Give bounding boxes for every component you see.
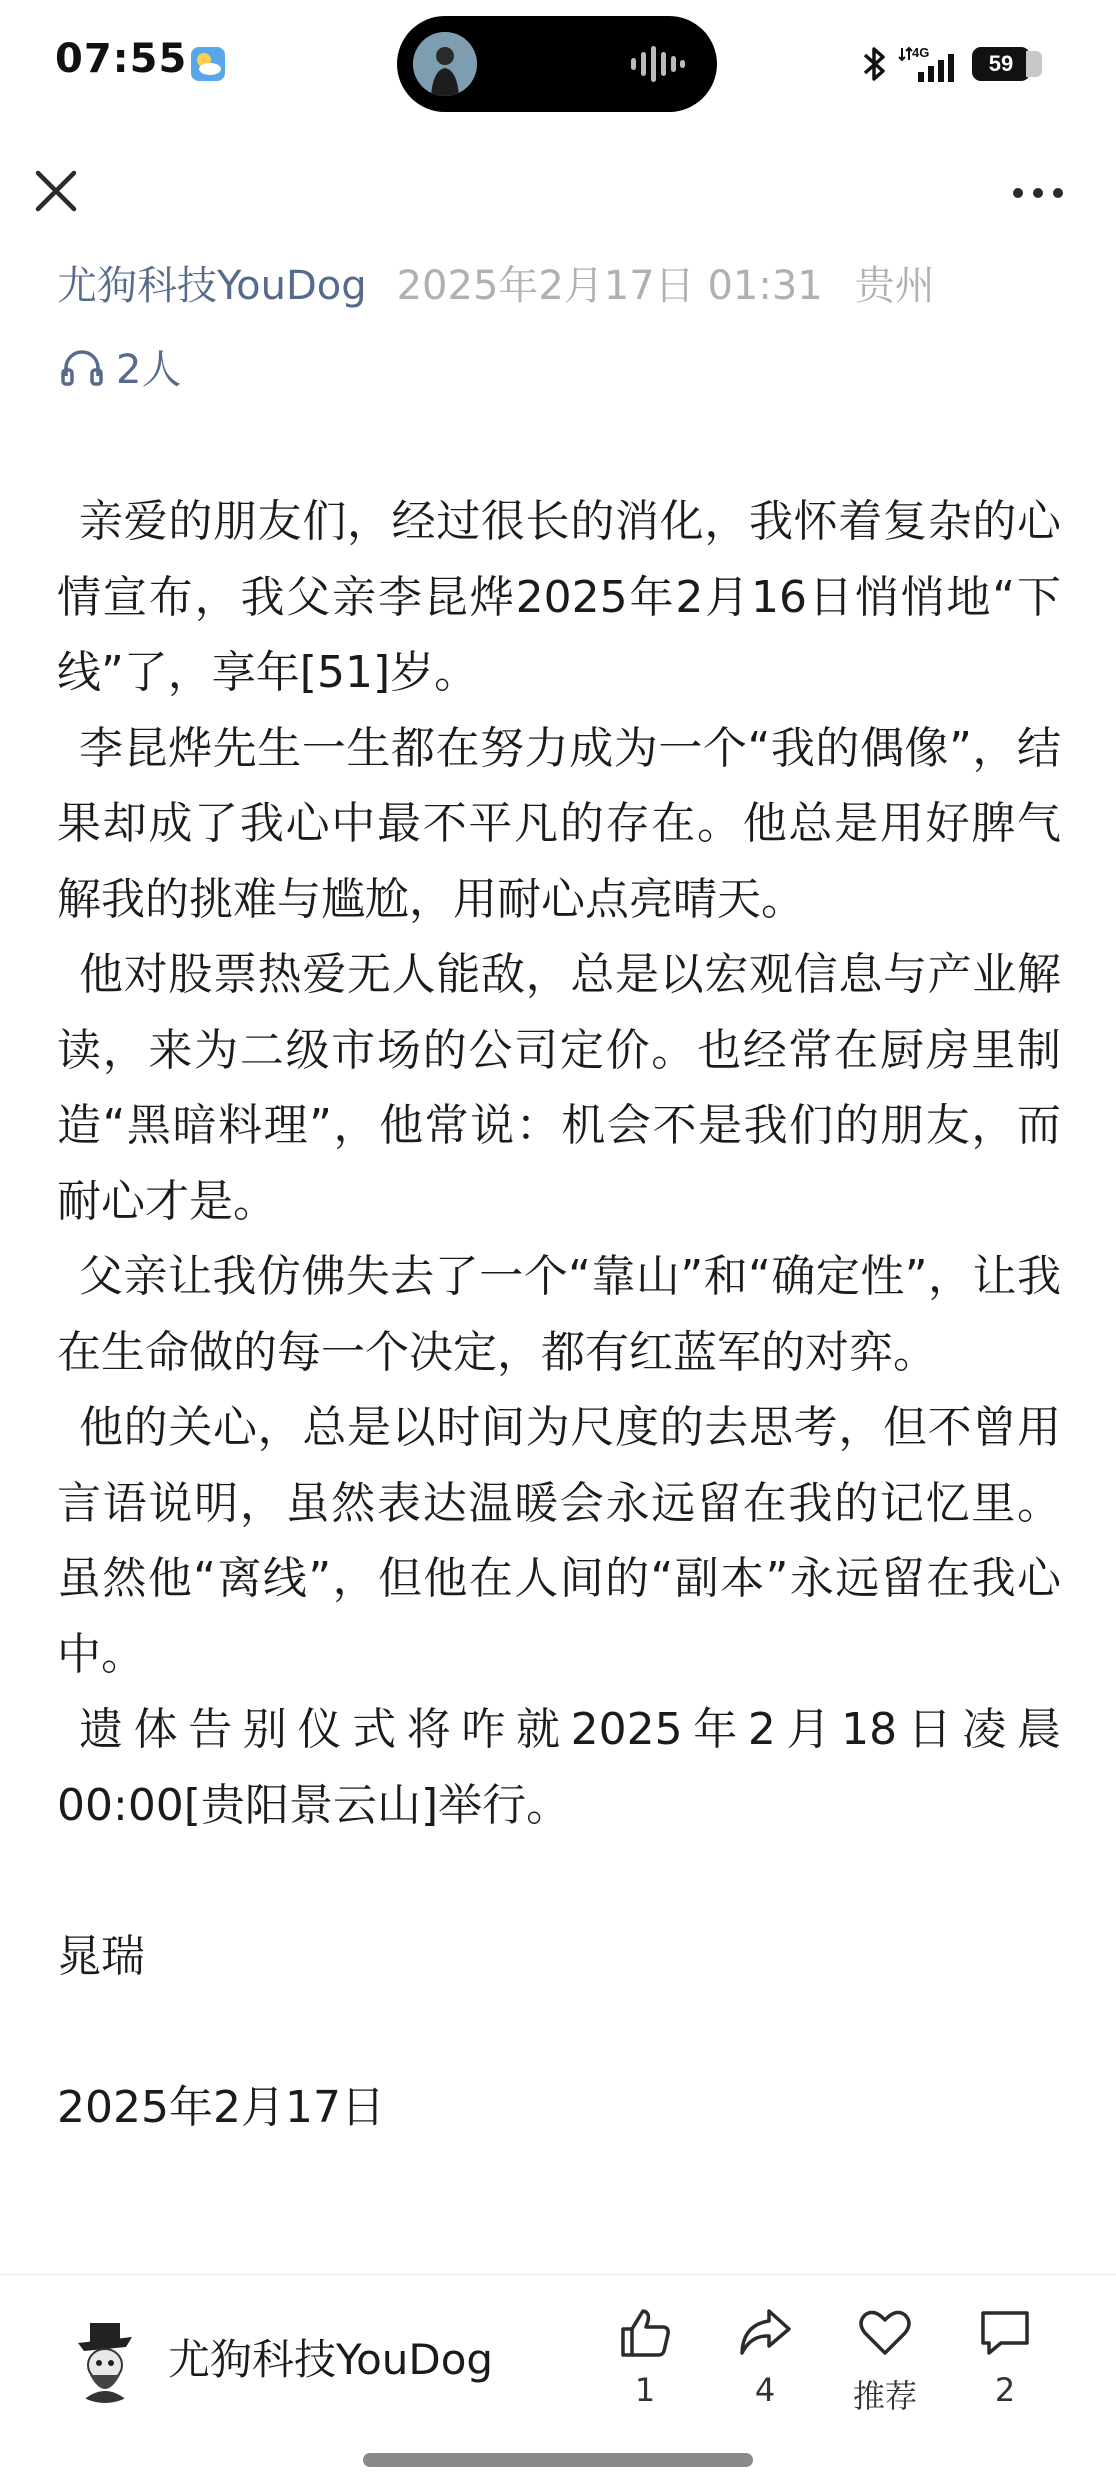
recommend-label: 推荐 <box>852 2377 917 2415</box>
weather-icon <box>190 46 226 82</box>
signal-icon <box>898 44 962 84</box>
like-button[interactable] <box>590 2305 700 2409</box>
comment-button[interactable] <box>950 2305 1060 2409</box>
share-count: 4 <box>754 2371 776 2409</box>
status-icons <box>862 40 1030 88</box>
home-indicator[interactable] <box>363 2453 753 2467</box>
bluetooth-icon <box>862 44 888 84</box>
author-link[interactable]: 尤狗科技YouDog <box>57 262 367 309</box>
island-avatar <box>413 32 477 96</box>
article-paragraph: 李昆烨先生一生都在努力成为一个“我的偶像”，结果却成了我心中最不平凡的存在。他总是用好脾气解我的挑难与尴尬，用耐心点亮晴天。 <box>57 722 1061 925</box>
network-type: 4G <box>912 45 930 60</box>
comment-count: 2 <box>994 2371 1016 2409</box>
post-date: 2025年2月17日 01:31 <box>396 262 823 309</box>
post-meta <box>57 252 935 312</box>
listeners-count: 2人 <box>116 346 182 393</box>
dynamic-island[interactable] <box>397 16 717 112</box>
like-count: 1 <box>634 2371 656 2409</box>
bottom-action-bar <box>0 2274 1116 2485</box>
footer-author-name[interactable]: 尤狗科技YouDog <box>168 2335 494 2384</box>
article-body <box>57 484 1061 2274</box>
share-icon <box>737 2305 793 2361</box>
status-bar <box>0 0 1116 130</box>
share-button[interactable] <box>710 2305 820 2409</box>
battery-level: 59 <box>988 51 1014 76</box>
heart-icon <box>857 2305 913 2361</box>
recommend-button[interactable] <box>830 2305 940 2417</box>
article-paragraph: 亲爱的朋友们，经过很长的消化，我怀着复杂的心情宣布，我父亲李昆烨2025年2月16日悄悄地“下线”了，享年[51]岁。 <box>57 496 1061 698</box>
article-paragraph: 父亲让我仿佛失去了一个“靠山”和“确定性”，让我在生命做的每一个决定，都有红蓝军的对弈。 <box>57 1251 1061 1378</box>
article-paragraph: 他对股票热爱无人能敌，总是以宏观信息与产业解读，来为二级市场的公司定价。也经常在厨房里制造“黑暗料理”，他常说：机会不是我们的朋友，而耐心才是。 <box>57 949 1061 1227</box>
article-signature: 晁瑞 <box>57 1930 145 1982</box>
article-paragraph: 遗体告别仪式将咋就2025年2月18日凌晨00:00[贵阳景云山]举行。 <box>57 1704 1061 1831</box>
listeners-button[interactable] <box>60 340 181 392</box>
audio-wave-icon <box>629 46 685 82</box>
battery-indicator <box>972 47 1030 81</box>
status-time: 07:55 <box>55 36 188 82</box>
more-icon[interactable] <box>1008 175 1068 211</box>
thumbs-up-icon <box>617 2305 673 2361</box>
close-icon[interactable] <box>30 165 82 217</box>
author-avatar[interactable] <box>60 2313 150 2403</box>
article-paragraph: 他的关心，总是以时间为尺度的去思考，但不曾用言语说明，虽然表达温暖会永远留在我的记忆里。虽然他“离线”，但他在人间的“副本”永远留在我心中。 <box>57 1402 1061 1680</box>
article-sign-date: 2025年2月17日 <box>57 2081 385 2133</box>
headphones-icon <box>60 346 104 386</box>
post-location: 贵州 <box>854 262 935 309</box>
comment-icon <box>977 2305 1033 2361</box>
